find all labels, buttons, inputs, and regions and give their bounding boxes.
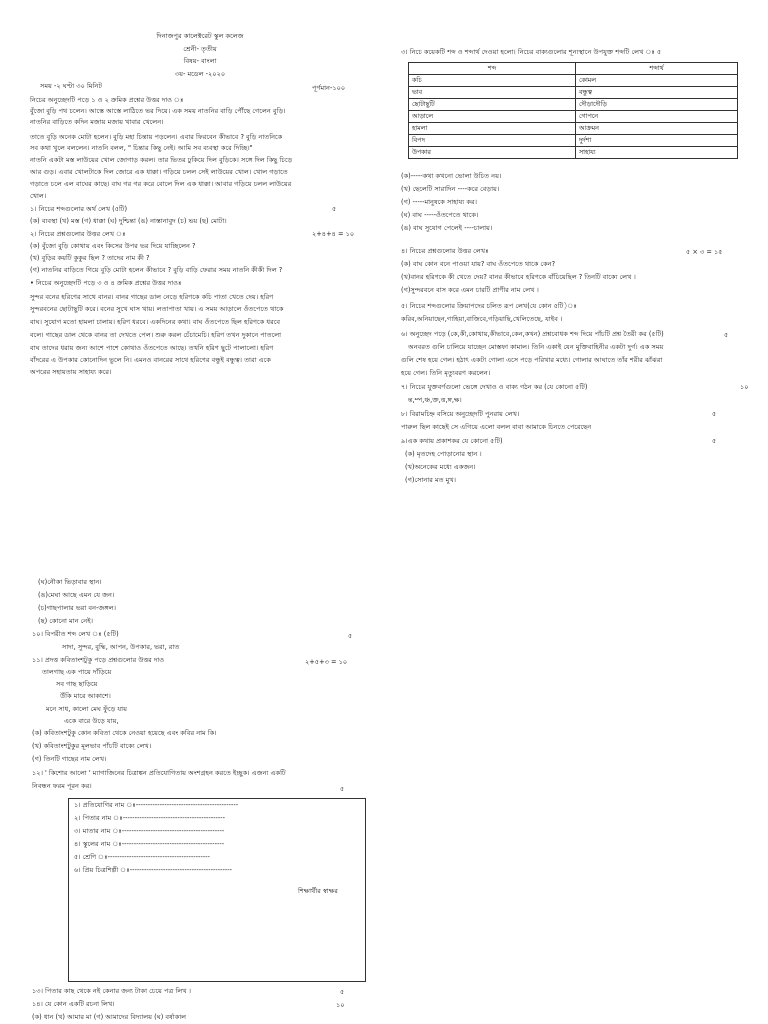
marks-q4: ৫ × ৩ = ১৫ bbox=[686, 248, 723, 256]
poem-line: মনে সাধ, কালো মেঘ ফুঁড়ে যায় bbox=[46, 705, 127, 713]
table-cell: কচি bbox=[409, 75, 576, 87]
poem-line: সব গাছ ছাড়িয়ে bbox=[56, 680, 98, 688]
text-line: সব কথা খুলে বললেন। নাতনি বলল, " চিন্তার কিছু নেই। আমি সব ব্যবস্থা করে দিচ্ছি।" bbox=[30, 144, 253, 152]
text-line: নিবন্ধন ফরম পূরন কর। bbox=[32, 782, 92, 790]
school-name: দিনাজপুর কালেক্টরেট স্কুল কলেজ bbox=[156, 32, 244, 40]
essay-options: (ক) ধান (খ) আমার মা (গ) আমাদের বিদ্যালয় (ঘ) বর্ষাকাল bbox=[32, 1013, 187, 1021]
form-field-line: ৪। স্কুলের নাম ঃ------------------------------------------- bbox=[74, 840, 225, 848]
text-line: (ঘ)নৌকা ভিড়াবার স্থান। bbox=[38, 578, 102, 586]
table-header-row bbox=[409, 63, 738, 75]
table-row bbox=[409, 75, 738, 87]
question-2: ২। নিচের প্রশ্নগুলোর উত্তর লেখ ঃ bbox=[30, 230, 126, 238]
marks-q14: ১০ bbox=[336, 1001, 345, 1009]
exam-page-1 bbox=[0, 0, 380, 1024]
marks-q10: ৫ bbox=[348, 632, 353, 640]
question-12: ১২। ' কিশোর আলো ' ম্যাগাজিনের চিত্রাঙ্কন প্রতিযোগিতায় অংশগ্রহন করতে ইচ্ছুক। এজন্য একটি bbox=[32, 769, 286, 777]
exam-page-2 bbox=[390, 0, 768, 1024]
table-cell: আড়ালে bbox=[409, 111, 576, 123]
text-line: গুলি শেষ হয়ে গেল। হঠাৎ একটা গোলা এসে পড়ে পরিখার মধ্যে। গোলার আঘাতে তাঁর শরীর ঝাঁঝরা bbox=[401, 356, 663, 364]
subject-line: বিষয়- বাংলা bbox=[183, 57, 217, 65]
marks-q13: ৫ bbox=[340, 988, 345, 996]
text-line: গড়াতে চলে এল বাঘের কাছে। বাঘ গর গর করে বোলে দিল এক ধাক্কা। আবার গড়িয়ে চলল লাউয়ের bbox=[30, 180, 292, 188]
question-7: ৭। নিচের যুক্তবর্ণগুলো ভেঙ্গে দেখাও ও বাক্য গঠন কর (যে কোনো ৫টি) bbox=[401, 383, 588, 391]
marks-q1: ৫ bbox=[332, 205, 337, 213]
text-line: বুঁজো বুড়ি পথ চলেন। আস্তে আস্তে লাঠিতে ভর দিয়ে। এক সময় নাতনির বাড়ি পৌঁছে গেলেন বুড়ি। bbox=[30, 107, 286, 115]
table-row bbox=[409, 135, 738, 147]
table-cell: গোপনে bbox=[576, 111, 738, 123]
text-line: (ক)-----কথা কখনো ভোলা উচিত নয়। bbox=[401, 172, 502, 180]
table-cell: সাহায্য bbox=[576, 147, 738, 159]
text-line: (ঙ)মেঘা আছে এমন যে জন। bbox=[38, 591, 115, 599]
text-line: সাদা, সুন্দর, বুদ্ধি, আপন, উপকার, ভরা, রাত bbox=[62, 643, 180, 651]
form-field-line: ১। প্রতিযোগির নাম ঃ------------------------------------------- bbox=[74, 801, 239, 809]
text-line: (খ) ছেলেটি সারাদিন ----করে বেড়ায়। bbox=[401, 185, 500, 193]
text-line: (খ) কবিতাংশটুকুর মূলভাব পাঁচটি বাক্যে লেখ। bbox=[32, 742, 152, 750]
text-line: বাঘ। সুযোগ মতো হামলা চালায়। হরিণ ধরবে। একদিনের কথা। বাঘ ওঁতপেতে ছিল হরিণকে ধরবে bbox=[30, 318, 281, 326]
text-line: (চ)গাছপালার ভরা বন-জঙ্গল। bbox=[38, 604, 116, 612]
text-line: (গ)সোনার মত মুখ। bbox=[405, 476, 457, 484]
text-line: ন্ত,ম্প,ঞ্চ,ক্ত,ত্ত,ঙ্গ,ক্ষ। bbox=[408, 396, 462, 404]
question-1: ১। নিচের শব্দগুলোর অর্থ লেখ (৫টি) bbox=[30, 205, 128, 213]
text-line: (খ)বানর হরিণকে কী খেতে দেয়? বানর কীভাবে হরিণকে বাঁচিয়েছিল ? তিনটি বাক্যে লেখ । bbox=[401, 273, 636, 281]
text-line: (ঙ) বাঘ সুযোগ পেলেই ----চালায়। bbox=[401, 224, 493, 232]
question-5: ৫। নিচের শব্দগুলোর ক্রিয়াপদের চলিত রূপ লেখ(যে কোন ৫টি)ঃ bbox=[401, 302, 577, 310]
class-line: শ্রেনী- তৃতীয় bbox=[183, 45, 217, 53]
text-line: (খ)অনেকের মধ্যে একজন। bbox=[405, 463, 476, 471]
table-cell: বিপদ bbox=[409, 135, 576, 147]
table-cell: আক্রমন bbox=[576, 123, 738, 135]
text-line: তাতে বুড়ি অনেক মোটা হলেন। বুড়ি মহা চিন্তায় পড়লেন। এবার ফিরবেন কীভাবে ? বুড়ি নাতনিকে bbox=[30, 133, 283, 141]
word-meaning-table bbox=[408, 62, 738, 159]
text-line: • নিচের অনুচ্ছেদটি পড়ে ৩ ও ৪ ক্রমিক প্রশ্নের উত্তর দাওঃ bbox=[30, 279, 182, 287]
text-line: (খ) বুড়ির কয়টি কুকুর ছিল ? তাদের নাম কী ? bbox=[30, 254, 150, 262]
question-9: ৯।এক কথায় প্রকাশকর যে কোনো ৫টি) bbox=[401, 437, 503, 445]
text-line: নাতনির বাড়িতে কদিন মজায় মজায় খাবার খেলেন। bbox=[30, 118, 164, 126]
text-line: (ছ) কোনো মান নেই। bbox=[38, 617, 94, 625]
table-cell: হামলা bbox=[409, 123, 576, 135]
text-line: খোল। bbox=[30, 192, 47, 200]
text-line: বলে। গাছের ডাল থেকে বানর তা দেখতে পেল। শুরু করল চেঁচামেচি। হরিণ তখন দুকানে পাতলো bbox=[30, 331, 282, 339]
text-line: (ক) বাঘ কোন বনে পাওয়া যায়? বাঘ ওঁতপেতে থাকে কেন? bbox=[401, 260, 556, 268]
text-line: (ক) কবিতাংশটুকু কোন কবিতা থেকে নেওয়া হয়েছে এবং কবির নাম কি। bbox=[32, 729, 217, 737]
table-header-meaning: শব্দার্থ bbox=[576, 63, 738, 75]
text-line: (ক) বুঁজো বুড়ি কোথায় এবং কিসের উপর ভর দিয়ে যাচ্ছিলেন ? bbox=[30, 242, 196, 250]
form-field-line: ৬। প্রিয় চিত্রশিল্পী ঃ------------------------------------------- bbox=[74, 866, 233, 874]
text-line: করিব,অনিয়াছেন,গাহিয়া,বাজিবে,গড়িয়াছি,খেলিতেছে, যাইব । bbox=[401, 315, 563, 323]
text-line: অপরের সহায়তায় সাহায্য করে। bbox=[30, 368, 112, 376]
table-row bbox=[409, 99, 738, 111]
question-6: ৬। অনুচ্ছেদ পড়ে (কে,কী,কোথায়,কীভাবে,কেন,কখন) প্রশ্নবোধক শব্দ দিয়ে পাঁচটি প্রশ্ন তৈরী কর (৫টি) bbox=[401, 330, 664, 338]
text-line: (গ) নাতনির বাড়িতে গিয়ে বুড়ি মোটা হলেন কীভাবে ? বুড়ি বাড়ি ফেরার সময় নাতনি কীকী দিল ? bbox=[30, 266, 283, 274]
question-10: ১০। বিপরীত শব্দ লেখ ঃ (৫টি) bbox=[32, 630, 119, 638]
table-cell: ভাব bbox=[409, 87, 576, 99]
text-line: অনবরত গুলি চালিয়ে যাচ্ছেন মোস্তফা কামাল। তিনি একাই যেন মুক্তিবাহিনীর একটা দুর্গ। এক সময় bbox=[408, 343, 664, 351]
text-line: (গ) -----মানুষকে সাহায্য কর। bbox=[401, 198, 478, 206]
table-cell: দৌড়াদৌড়ি bbox=[576, 99, 738, 111]
marks-q11: ২+৫+৩ = ১০ bbox=[305, 658, 348, 666]
question-14: ১৪। যে কোন একটি রচনা লিখ। bbox=[32, 1000, 115, 1008]
form-field-line: ৫। শ্রেণি ঃ------------------------------------------- bbox=[74, 853, 210, 861]
marks-q9: ৫ bbox=[712, 437, 717, 445]
time-label: সময় -২ ঘণ্টা ৩০ মিনিট bbox=[40, 82, 102, 90]
text-line: নাতনি একটা মস্ত লাউয়ের খোল জোগাড় করল। তার ভিতর ঢুকিয়ে দিল বুড়িকে। সঙ্গে দিল কিছু চিড়ে bbox=[30, 156, 293, 164]
text-line: পারুল ছিল কাছেই সে এগিয়ে এলো বলল বাবা আমাকে চিনতে পেরেছেন bbox=[401, 423, 592, 431]
table-cell: ছোটাছুটি bbox=[409, 99, 576, 111]
text-line: বাঘ তাদের ধরায় জন্য আশে পাশে কোথাও ওঁতপেতে আছে। তখনি হরিণ ছুটে পালালো। হরিণ bbox=[30, 344, 274, 352]
poem-line: একে বারে উড়ে যায়, bbox=[64, 717, 119, 725]
text-line: হয়ে গেল। তিনি মৃত্যুবরণ করলেন। bbox=[401, 369, 491, 377]
table-header-word: শব্দ bbox=[409, 63, 576, 75]
text-line: বাঁদরের এ উপকার কোনোদিন ভুলে নি। এমনও বানরের সাথে হরিণের বন্ধুই বন্ধুত্ব। তারা একে bbox=[30, 356, 271, 364]
text-line: (গ) তিনটি গাছের নাম লেখ। bbox=[32, 755, 107, 763]
full-marks-label: পূর্ণমান-১০০ bbox=[312, 84, 346, 92]
text-line: (ক) মৃতদেহ পোড়ানোর স্থান । bbox=[405, 450, 482, 458]
marks-q2: ২+৪+৪ = ১০ bbox=[312, 230, 355, 238]
text-line: (গ)সুন্দরবনে বাস করে এমন চারটি প্রাণীর নাম লেখ । bbox=[401, 286, 539, 294]
table-cell: কোমল bbox=[576, 75, 738, 87]
form-field-line: ২। পিতার নাম ঃ------------------------------------------- bbox=[74, 814, 226, 822]
marks-q6: ৫ bbox=[724, 331, 729, 339]
poem-line: তালগাছ এক পায়ে দাঁড়িয়ে bbox=[42, 668, 112, 676]
text-line: নিচের অনুচ্ছেদটি পড়ে ১ ও ২ ক্রমিক প্রশ্নের উত্তর দাও ঃ bbox=[30, 96, 184, 104]
question-4: ৪। নিচের প্রশ্নগুলোর উত্তর লেখঃ bbox=[401, 247, 489, 255]
signature-label: শিক্ষার্থীর স্বাক্ষর bbox=[298, 887, 338, 895]
table-row bbox=[409, 87, 738, 99]
table-row bbox=[409, 123, 738, 135]
text-line: আর গুড়। এবার খোলটাকে দিল জোরে এক ধাক্কা। গড়িয়ে চলল সেই লাউয়ের খোল। খোল গড়াতে bbox=[30, 168, 288, 176]
text-line: (ক) ব্যবস্থা (খ) মস্ত (গ) ধাক্কা (ঘ) দুশ্চিন্তা (ঙ) নাস্তানাবুদ (চ) ভয় (ছ) মোটা। bbox=[30, 217, 227, 225]
exam-line: ৩য়- মডেল -২০২০ bbox=[174, 70, 226, 78]
poem-line: উঁকি মারে আকাশে। bbox=[60, 692, 111, 700]
text-line: সুন্দর বনের হরিণের সাথে বানর। বানর গাছের ডাল নেড়ে হরিণকে কচি পাতা খেতে দেয়। হরিণ bbox=[30, 293, 274, 301]
question-11: ১১। প্রদত্ত কবিতাংশটুকু পড়ে প্রশ্নগুলোর উত্তর দাও bbox=[32, 656, 165, 664]
form-field-line: ৩। মাতার নাম ঃ------------------------------------------- bbox=[74, 827, 225, 835]
table-cell: উপকার bbox=[409, 147, 576, 159]
marks-q7: ১০ bbox=[740, 383, 749, 391]
question-13: ১৩। পিতার কাছ থেকে নই কেনার জন্য টাকা চেয়ে পত্র লিখ । bbox=[32, 987, 192, 995]
text-line: সুন্দরবনের ছোটাছুটি করে। বনের সুখে ঘাস খায়। লতাপাতা খায়। এ সময় আড়ালে ওঁতপেতে থাকে bbox=[30, 305, 284, 313]
marks-q12: ৫ bbox=[340, 785, 345, 793]
table-cell: বন্ধুত্ব bbox=[576, 87, 738, 99]
question-3: ৩। নিচে কয়েকটি শব্দ ও শব্দার্থ দেওয়া হলো। নিচের বাক্যগুলোর শূন্যস্থানে উপযুক্ত শব্দটি লেখ ঃ ৫ bbox=[401, 48, 662, 56]
table-row bbox=[409, 111, 738, 123]
marks-q8: ৫ bbox=[712, 410, 717, 418]
question-8: ৮। বিরামচিহ্ন বসিয়ে অনুচ্ছেদটি পুনরায় লেখ। bbox=[401, 410, 520, 418]
table-row bbox=[409, 147, 738, 159]
table-cell: দুর্দশা bbox=[576, 135, 738, 147]
text-line: (ঘ) বাঘ -----ওঁতপেতে থাকে। bbox=[401, 211, 479, 219]
